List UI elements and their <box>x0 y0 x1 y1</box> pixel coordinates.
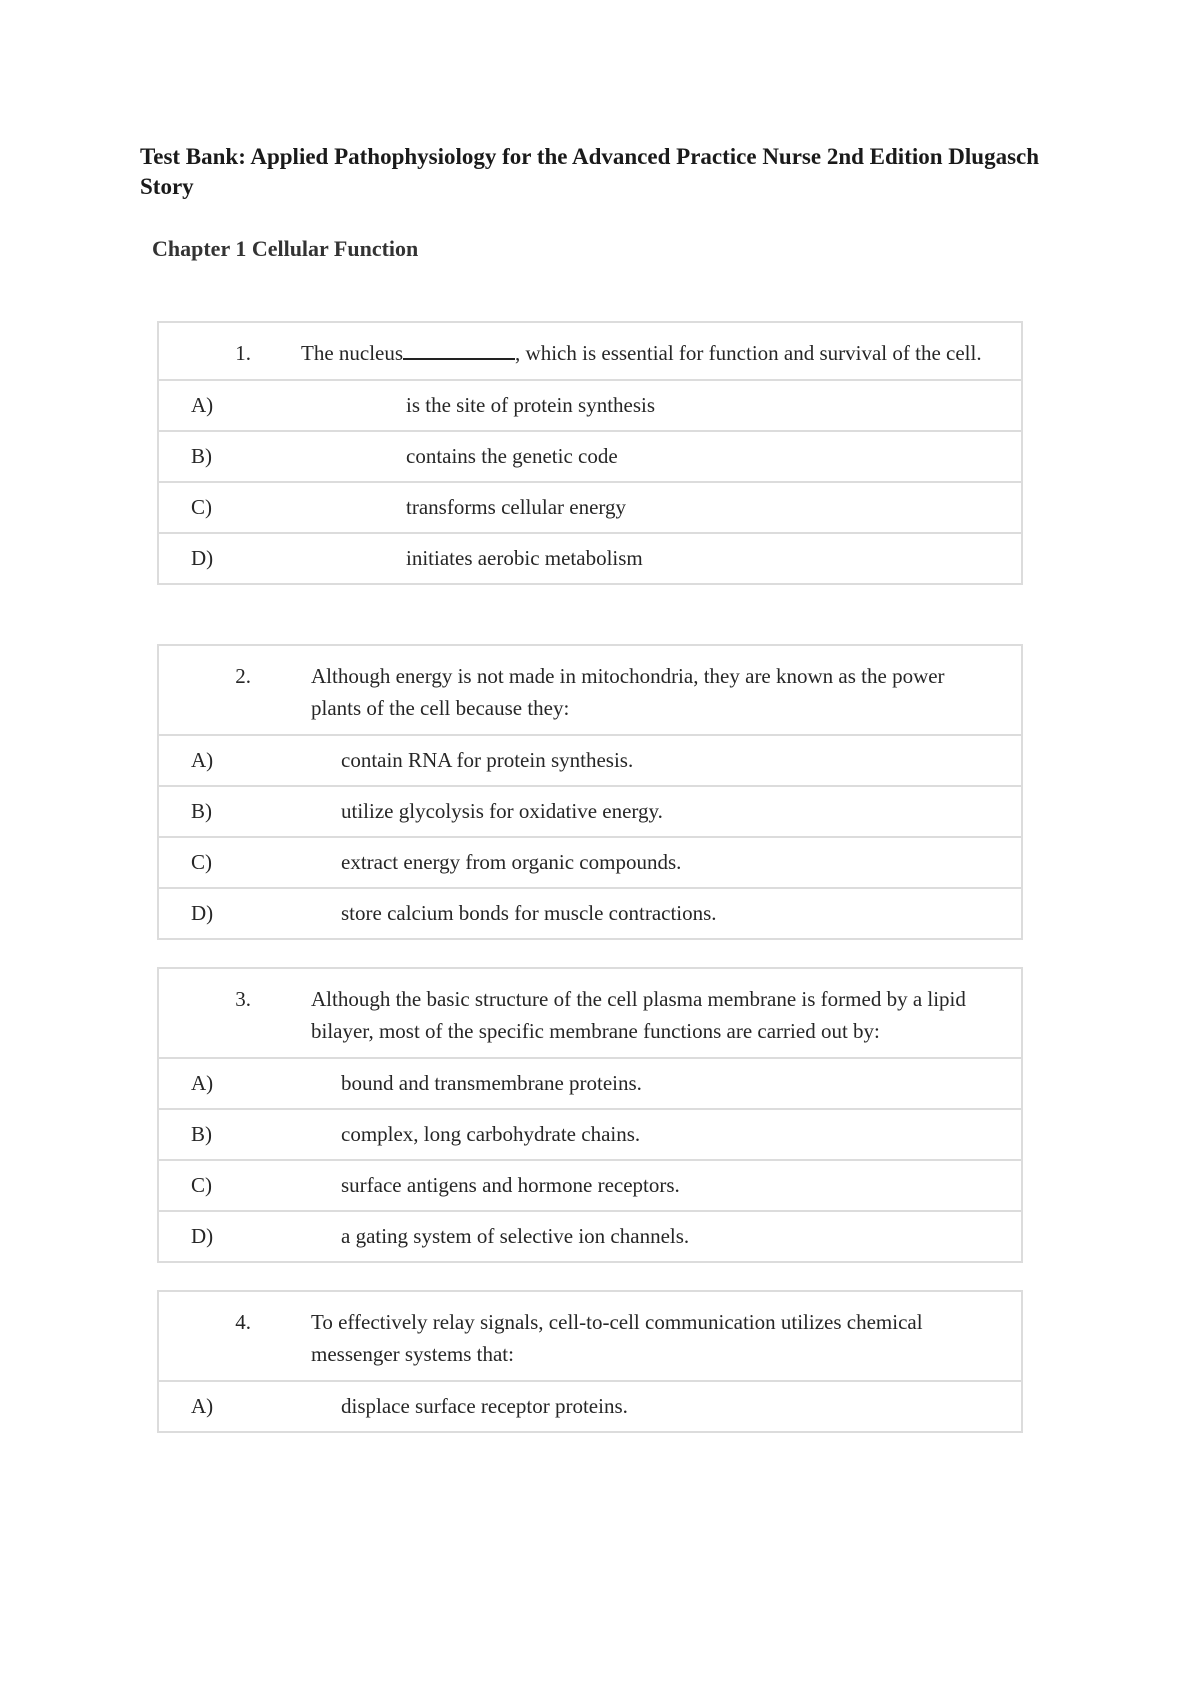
stem-before: The nucleus <box>301 341 404 365</box>
option-letter: A) <box>158 1058 251 1109</box>
option-text: utilize glycolysis for oxidative energy. <box>251 786 1022 837</box>
question-row <box>158 645 1022 735</box>
question-3-table <box>157 967 1023 1263</box>
question-number: 4. <box>235 1310 251 1334</box>
question-stem: Although the basic structure of the cell plasma membrane is formed by a lipid bilayer, most of the specific membrane functions are carried out by: <box>311 987 966 1043</box>
stem-after: , which is essential for function and survival of the cell. <box>515 341 982 365</box>
option-text: surface antigens and hormone receptors. <box>251 1160 1022 1211</box>
option-row <box>158 786 1022 837</box>
question-4-table <box>157 1290 1023 1433</box>
option-row <box>158 431 1022 482</box>
option-text: a gating system of selective ion channels. <box>251 1211 1022 1262</box>
question-stem: To effectively relay signals, cell-to-cell communication utilizes chemical messenger systems that: <box>311 1310 923 1366</box>
option-letter: B) <box>158 431 251 482</box>
option-letter: D) <box>158 533 251 584</box>
question-1-table <box>157 321 1023 585</box>
question-2-table <box>157 644 1023 940</box>
option-row <box>158 482 1022 533</box>
option-row <box>158 533 1022 584</box>
option-text: is the site of protein synthesis <box>251 380 1022 431</box>
option-text: contain RNA for protein synthesis. <box>251 735 1022 786</box>
option-row <box>158 1058 1022 1109</box>
option-row <box>158 1211 1022 1262</box>
option-text: displace surface receptor proteins. <box>251 1381 1022 1432</box>
option-row <box>158 380 1022 431</box>
option-text: contains the genetic code <box>251 431 1022 482</box>
question-row <box>158 968 1022 1058</box>
option-row <box>158 837 1022 888</box>
option-letter: D) <box>158 888 251 939</box>
option-row <box>158 1160 1022 1211</box>
option-row <box>158 888 1022 939</box>
option-letter: B) <box>158 786 251 837</box>
option-text: complex, long carbohydrate chains. <box>251 1109 1022 1160</box>
option-text: extract energy from organic compounds. <box>251 837 1022 888</box>
option-letter: A) <box>158 1381 251 1432</box>
option-letter: D) <box>158 1211 251 1262</box>
document-title: Test Bank: Applied Pathophysiology for the Advanced Practice Nurse 2nd Edition Dlugasch Story <box>140 144 1040 199</box>
option-letter: A) <box>158 380 251 431</box>
option-letter: A) <box>158 735 251 786</box>
option-row <box>158 1381 1022 1432</box>
question-row <box>158 1291 1022 1381</box>
question-number: 3. <box>235 987 251 1011</box>
option-letter: C) <box>158 482 251 533</box>
option-row <box>158 735 1022 786</box>
chapter-title: Chapter 1 Cellular Function <box>152 236 419 261</box>
option-letter: B) <box>158 1109 251 1160</box>
question-stem: Although energy is not made in mitochondria, they are known as the power plants of the cell because they: <box>311 664 945 720</box>
option-letter: C) <box>158 837 251 888</box>
question-row <box>158 322 1022 380</box>
option-text: transforms cellular energy <box>251 482 1022 533</box>
option-text: initiates aerobic metabolism <box>251 533 1022 584</box>
question-number: 1. <box>235 341 251 365</box>
fill-in-blank <box>403 338 515 360</box>
question-stem <box>251 322 1022 380</box>
option-row <box>158 1109 1022 1160</box>
option-text: bound and transmembrane proteins. <box>251 1058 1022 1109</box>
question-number: 2. <box>235 664 251 688</box>
option-text: store calcium bonds for muscle contractions. <box>251 888 1022 939</box>
option-letter: C) <box>158 1160 251 1211</box>
